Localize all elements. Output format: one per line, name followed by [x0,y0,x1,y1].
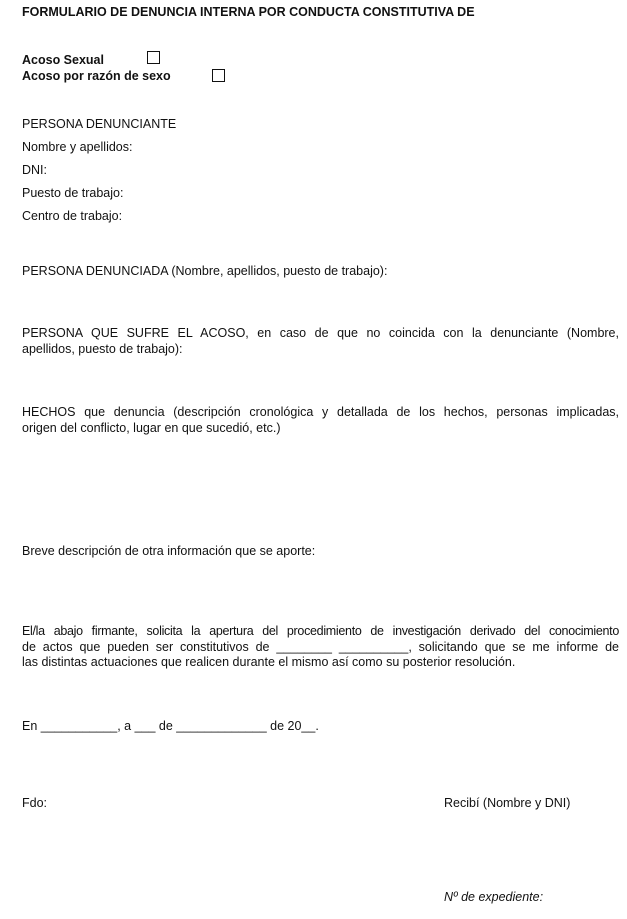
field-centro: Centro de trabajo: [22,209,123,223]
acosada-line1: PERSONA QUE SUFRE EL ACOSO, en caso de que no coincida con la denunciante (Nombre, [22,326,619,340]
hechos-line1: HECHOS que denuncia (descripción cronológica y detallada de los hechos, personas implicadas, [22,405,619,419]
option-acoso-sexual-label: Acoso Sexual [22,53,104,67]
solicitud-line3: las distintas actuaciones que realicen durante el mismo así como su posterior resolución. [22,655,516,669]
acoso-sexual-checkbox[interactable] [147,51,160,64]
denunciada-heading: PERSONA DENUNCIADA (Nombre, apellidos, puesto de trabajo): [22,264,388,278]
solicitud-line1: El/la abajo firmante, solicita la apertura del procedimiento de investigación derivado del conocimiento [22,624,619,638]
fecha-line: En ___________, a ___ de _____________ de 20__. [22,719,319,733]
acosada-line2: apellidos, puesto de trabajo): [22,342,183,356]
denunciante-heading: PERSONA DENUNCIANTE [22,117,177,131]
option-acoso-sexo-label: Acoso por razón de sexo [22,69,171,83]
field-puesto: Puesto de trabajo: [22,186,124,200]
field-dni: DNI: [22,163,47,177]
expediente-label: Nº de expediente: [444,890,544,904]
otra-info-heading: Breve descripción de otra información que se aporte: [22,544,316,558]
firma-label: Fdo: [22,796,48,810]
solicitud-line2: de actos que pueden ser constitutivos de ________ __________, solicitando que se me informe de [22,640,619,654]
hechos-line2: origen del conflicto, lugar en que sucedió, etc.) [22,421,281,435]
field-nombre: Nombre y apellidos: [22,140,133,154]
form-title: FORMULARIO DE DENUNCIA INTERNA POR CONDUCTA CONSTITUTIVA DE [22,5,475,19]
recibi-label: Recibí (Nombre y DNI) [444,796,571,810]
acoso-sexo-checkbox[interactable] [212,69,225,82]
